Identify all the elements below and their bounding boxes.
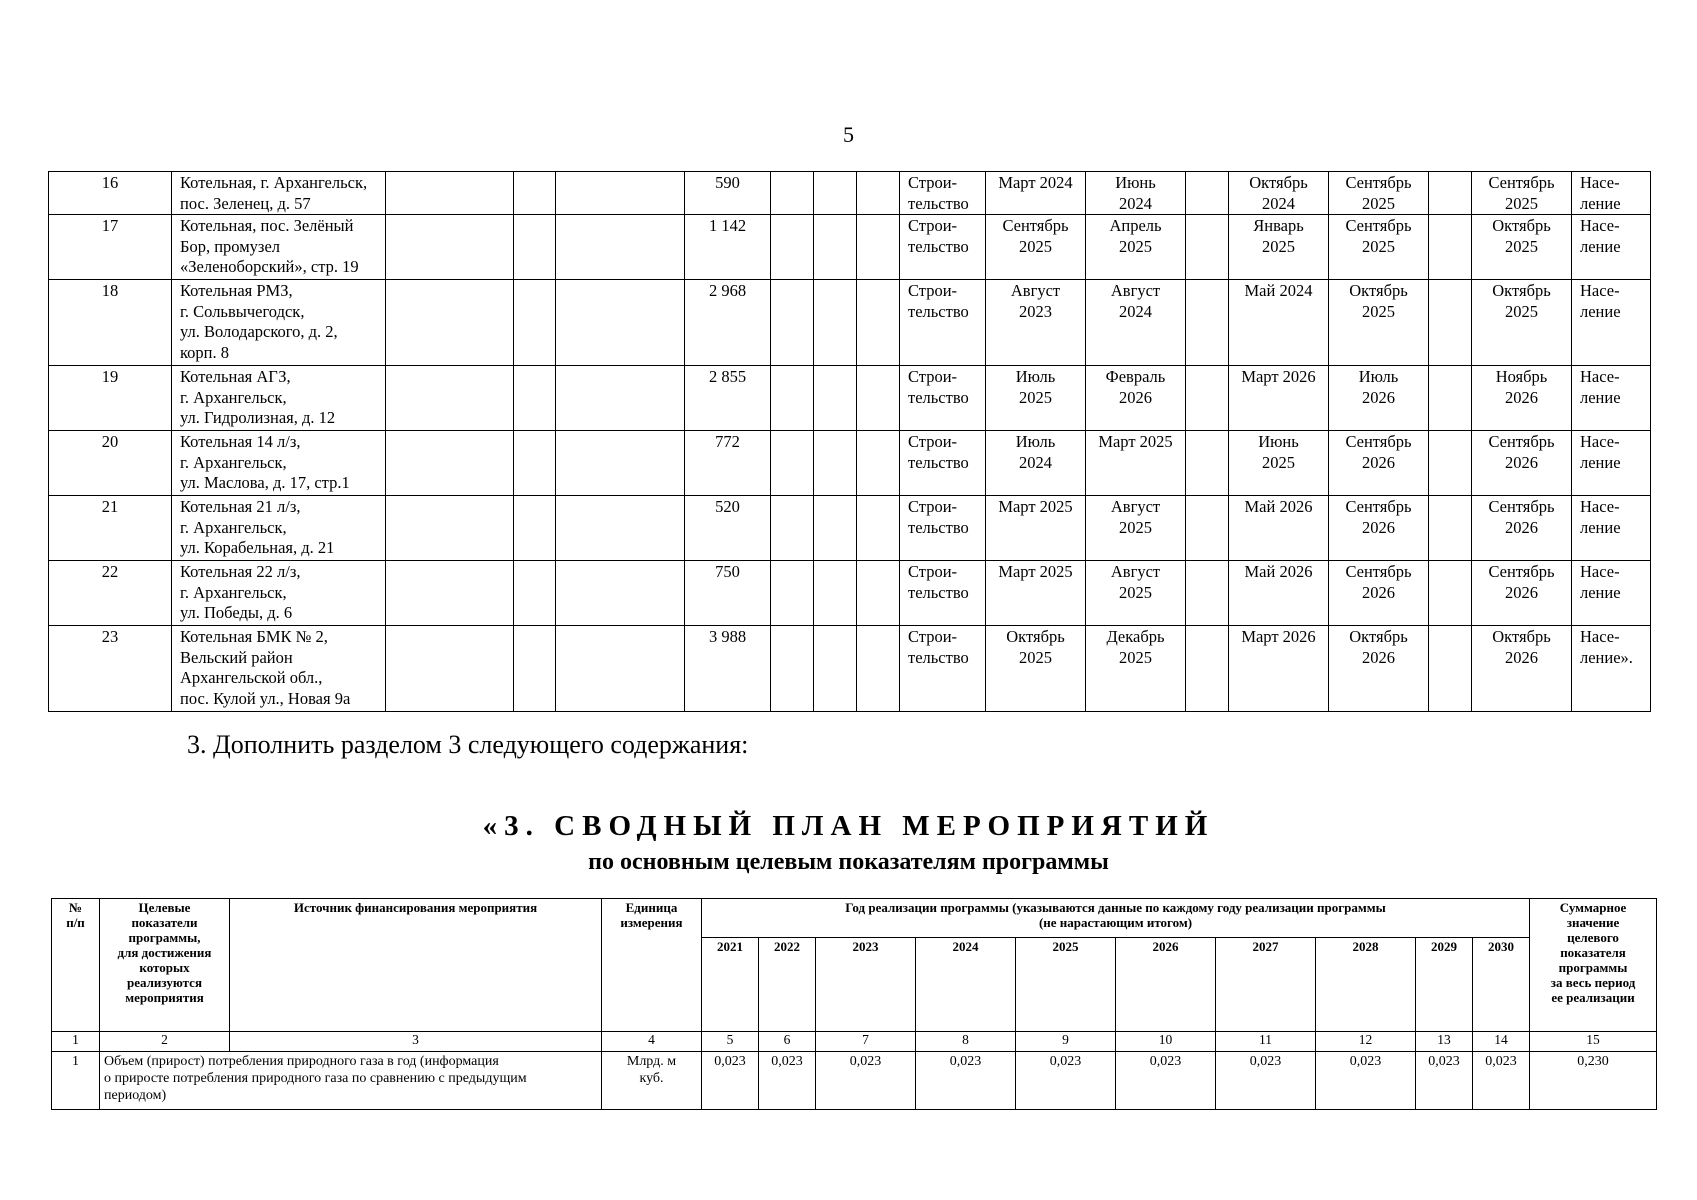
total-value: 0,230 [1530,1052,1657,1110]
date-stage-start: Май 2024 [1229,280,1329,366]
empty-cell [1186,626,1229,712]
row-number: 16 [49,172,172,215]
empty-cell [556,561,685,626]
date-stage-end: Сентябрь 2026 [1329,561,1429,626]
year-value: 0,023 [1116,1052,1216,1110]
column-number: 15 [1530,1032,1657,1052]
date-completion: Октябрь 2026 [1472,626,1572,712]
work-type: Строи- тельство [900,561,986,626]
year-value: 0,023 [702,1052,759,1110]
capacity-value: 3 988 [685,626,771,712]
column-number: 14 [1473,1032,1530,1052]
date-stage-start: Октябрь 2024 [1229,172,1329,215]
row-number: 17 [49,215,172,280]
section-title: «3. СВОДНЫЙ ПЛАН МЕРОПРИЯТИЙ [482,810,1215,842]
facility-name: Котельная БМК № 2, Вельский район Архангельской обл., пос. Кулой ул., Новая 9а [172,626,386,712]
date-end: Август 2025 [1086,496,1186,561]
table-row [49,561,1651,626]
date-end: Август 2025 [1086,561,1186,626]
indicator-description: Объем (прирост) потребления природного газа в год (информация о приросте потребления природного газа по сравнению с предыдущим периодом) [100,1052,602,1110]
row-number: 19 [49,366,172,431]
date-end: Апрель 2025 [1086,215,1186,280]
empty-cell [1186,280,1229,366]
year-value: 0,023 [1473,1052,1530,1110]
work-type: Строи- тельство [900,215,986,280]
empty-cell [514,626,556,712]
column-number: 6 [759,1032,816,1052]
unit-of-measure: Млрд. м куб. [602,1052,702,1110]
facility-name: Котельная АГЗ, г. Архангельск, ул. Гидролизная, д. 12 [172,366,386,431]
empty-cell [386,561,514,626]
column-number: 10 [1116,1032,1216,1052]
header-year: 2026 [1116,938,1216,1032]
date-start: Июль 2024 [986,431,1086,496]
date-start: Март 2024 [986,172,1086,215]
header-unit: Единица измерения [602,899,702,1032]
consumer-category: Насе- ление». [1572,626,1651,712]
empty-cell [771,215,814,280]
date-stage-start: Март 2026 [1229,366,1329,431]
empty-cell [386,215,514,280]
empty-cell [1186,215,1229,280]
facility-name: Котельная 22 л/з, г. Архангельск, ул. Победы, д. 6 [172,561,386,626]
empty-cell [556,215,685,280]
empty-cell [771,280,814,366]
column-number: 8 [916,1032,1016,1052]
date-end: Август 2024 [1086,280,1186,366]
table-row [49,431,1651,496]
work-type: Строи- тельство [900,280,986,366]
date-stage-start: Январь 2025 [1229,215,1329,280]
table-row [52,1052,1657,1110]
row-number: 20 [49,431,172,496]
date-stage-start: Июнь 2025 [1229,431,1329,496]
empty-cell [1186,172,1229,215]
empty-cell [386,431,514,496]
empty-cell [814,626,857,712]
header-indicators: Целевые показатели программы, для достижения которых реализуются мероприятия [100,899,230,1032]
consumer-category: Насе- ление [1572,496,1651,561]
empty-cell [814,172,857,215]
year-value: 0,023 [816,1052,916,1110]
table-row [49,172,1651,215]
date-end: Февраль 2026 [1086,366,1186,431]
date-start: Март 2025 [986,496,1086,561]
consumer-category: Насе- ление [1572,561,1651,626]
work-type: Строи- тельство [900,172,986,215]
empty-cell [514,172,556,215]
consumer-category: Насе- ление [1572,431,1651,496]
column-number: 5 [702,1032,759,1052]
empty-cell [1186,496,1229,561]
empty-cell [814,280,857,366]
date-completion: Сентябрь 2025 [1472,172,1572,215]
column-number: 1 [52,1032,100,1052]
empty-cell [386,496,514,561]
date-stage-end: Сентябрь 2025 [1329,172,1429,215]
table-row [49,280,1651,366]
empty-cell [514,431,556,496]
date-stage-end: Июль 2026 [1329,366,1429,431]
empty-cell [1429,496,1472,561]
header-year: 2028 [1316,938,1416,1032]
date-end: Март 2025 [1086,431,1186,496]
table-row [49,366,1651,431]
date-completion: Ноябрь 2026 [1472,366,1572,431]
column-number: 2 [100,1032,230,1052]
empty-cell [1429,172,1472,215]
empty-cell [814,366,857,431]
column-number: 4 [602,1032,702,1052]
section-subtitle: по основным целевым показателям программы [588,849,1109,875]
empty-cell [771,431,814,496]
capacity-value: 2 855 [685,366,771,431]
empty-cell [857,172,900,215]
year-value: 0,023 [1216,1052,1316,1110]
date-stage-end: Сентябрь 2026 [1329,431,1429,496]
date-start: Июль 2025 [986,366,1086,431]
date-stage-end: Сентябрь 2026 [1329,496,1429,561]
consumer-category: Насе- ление [1572,172,1651,215]
empty-cell [1429,561,1472,626]
empty-cell [1429,431,1472,496]
empty-cell [386,280,514,366]
date-start: Сентябрь 2025 [986,215,1086,280]
header-year: 2021 [702,938,759,1032]
date-completion: Октябрь 2025 [1472,215,1572,280]
capacity-value: 520 [685,496,771,561]
date-stage-start: Март 2026 [1229,626,1329,712]
empty-cell [857,366,900,431]
date-stage-start: Май 2026 [1229,561,1329,626]
work-type: Строи- тельство [900,431,986,496]
empty-cell [771,561,814,626]
row-number: 21 [49,496,172,561]
capacity-value: 1 142 [685,215,771,280]
empty-cell [771,172,814,215]
date-stage-end: Сентябрь 2025 [1329,215,1429,280]
header-year: 2024 [916,938,1016,1032]
empty-cell [514,366,556,431]
facility-name: Котельная 14 л/з, г. Архангельск, ул. Маслова, д. 17, стр.1 [172,431,386,496]
page-number: 5 [843,122,854,147]
empty-cell [814,496,857,561]
date-start: Март 2025 [986,561,1086,626]
empty-cell [556,626,685,712]
empty-cell [514,215,556,280]
header-year: 2030 [1473,938,1530,1032]
empty-cell [556,496,685,561]
date-stage-end: Октябрь 2026 [1329,626,1429,712]
header-year: 2025 [1016,938,1116,1032]
date-end: Декабрь 2025 [1086,626,1186,712]
empty-cell [857,215,900,280]
facility-name: Котельная РМЗ, г. Сольвычегодск, ул. Володарского, д. 2, корп. 8 [172,280,386,366]
column-number: 3 [230,1032,602,1052]
capacity-value: 590 [685,172,771,215]
year-value: 0,023 [916,1052,1016,1110]
empty-cell [556,280,685,366]
empty-cell [857,280,900,366]
header-year: 2027 [1216,938,1316,1032]
column-number: 13 [1416,1032,1473,1052]
header-year: 2023 [816,938,916,1032]
date-completion: Сентябрь 2026 [1472,431,1572,496]
capacity-value: 2 968 [685,280,771,366]
empty-cell [514,280,556,366]
work-type: Строи- тельство [900,366,986,431]
empty-cell [556,431,685,496]
column-number: 11 [1216,1032,1316,1052]
empty-cell [1186,431,1229,496]
empty-cell [814,431,857,496]
work-type: Строи- тельство [900,626,986,712]
row-number: 18 [49,280,172,366]
empty-cell [386,366,514,431]
empty-cell [771,496,814,561]
date-start: Август 2023 [986,280,1086,366]
header-funding-source: Источник финансирования мероприятия [230,899,602,1032]
empty-cell [1429,626,1472,712]
header-years-group: Год реализации программы (указываются данные по каждому году реализации программы (не нарастающим итогом) [702,899,1530,938]
capacity-value: 772 [685,431,771,496]
consumer-category: Насе- ление [1572,280,1651,366]
empty-cell [556,172,685,215]
capacity-value: 750 [685,561,771,626]
empty-cell [386,626,514,712]
facility-name: Котельная 21 л/з, г. Архангельск, ул. Корабельная, д. 21 [172,496,386,561]
table-row [49,496,1651,561]
work-type: Строи- тельство [900,496,986,561]
empty-cell [1429,366,1472,431]
empty-cell [814,215,857,280]
empty-cell [556,366,685,431]
header-year: 2029 [1416,938,1473,1032]
empty-cell [857,431,900,496]
empty-cell [386,172,514,215]
date-stage-end: Октябрь 2025 [1329,280,1429,366]
row-number: 22 [49,561,172,626]
row-number: 23 [49,626,172,712]
facilities-table [48,171,1651,712]
row-number: 1 [52,1052,100,1110]
empty-cell [1186,366,1229,431]
consumer-category: Насе- ление [1572,215,1651,280]
amendment-paragraph: 3. Дополнить разделом 3 следующего содержания: [187,730,749,759]
column-number: 12 [1316,1032,1416,1052]
empty-cell [1429,280,1472,366]
facility-name: Котельная, г. Архангельск, пос. Зеленец, д. 57 [172,172,386,215]
date-stage-start: Май 2026 [1229,496,1329,561]
header-row-number: № п/п [52,899,100,1032]
date-completion: Сентябрь 2026 [1472,496,1572,561]
date-start: Октябрь 2025 [986,626,1086,712]
empty-cell [857,626,900,712]
column-number: 9 [1016,1032,1116,1052]
consumer-category: Насе- ление [1572,366,1651,431]
date-end: Июнь 2024 [1086,172,1186,215]
year-value: 0,023 [1416,1052,1473,1110]
header-total: Суммарное значение целевого показателя программы за весь период ее реализации [1530,899,1657,1032]
date-completion: Сентябрь 2026 [1472,561,1572,626]
empty-cell [814,561,857,626]
year-value: 0,023 [759,1052,816,1110]
table-row [49,626,1651,712]
empty-cell [857,561,900,626]
year-value: 0,023 [1316,1052,1416,1110]
table-row [49,215,1651,280]
summary-plan-table [51,898,1657,1110]
header-year: 2022 [759,938,816,1032]
empty-cell [1429,215,1472,280]
empty-cell [771,626,814,712]
date-completion: Октябрь 2025 [1472,280,1572,366]
year-value: 0,023 [1016,1052,1116,1110]
empty-cell [1186,561,1229,626]
column-number: 7 [816,1032,916,1052]
empty-cell [514,561,556,626]
facility-name: Котельная, пос. Зелёный Бор, промузел «Зеленоборский», стр. 19 [172,215,386,280]
empty-cell [771,366,814,431]
empty-cell [514,496,556,561]
empty-cell [857,496,900,561]
